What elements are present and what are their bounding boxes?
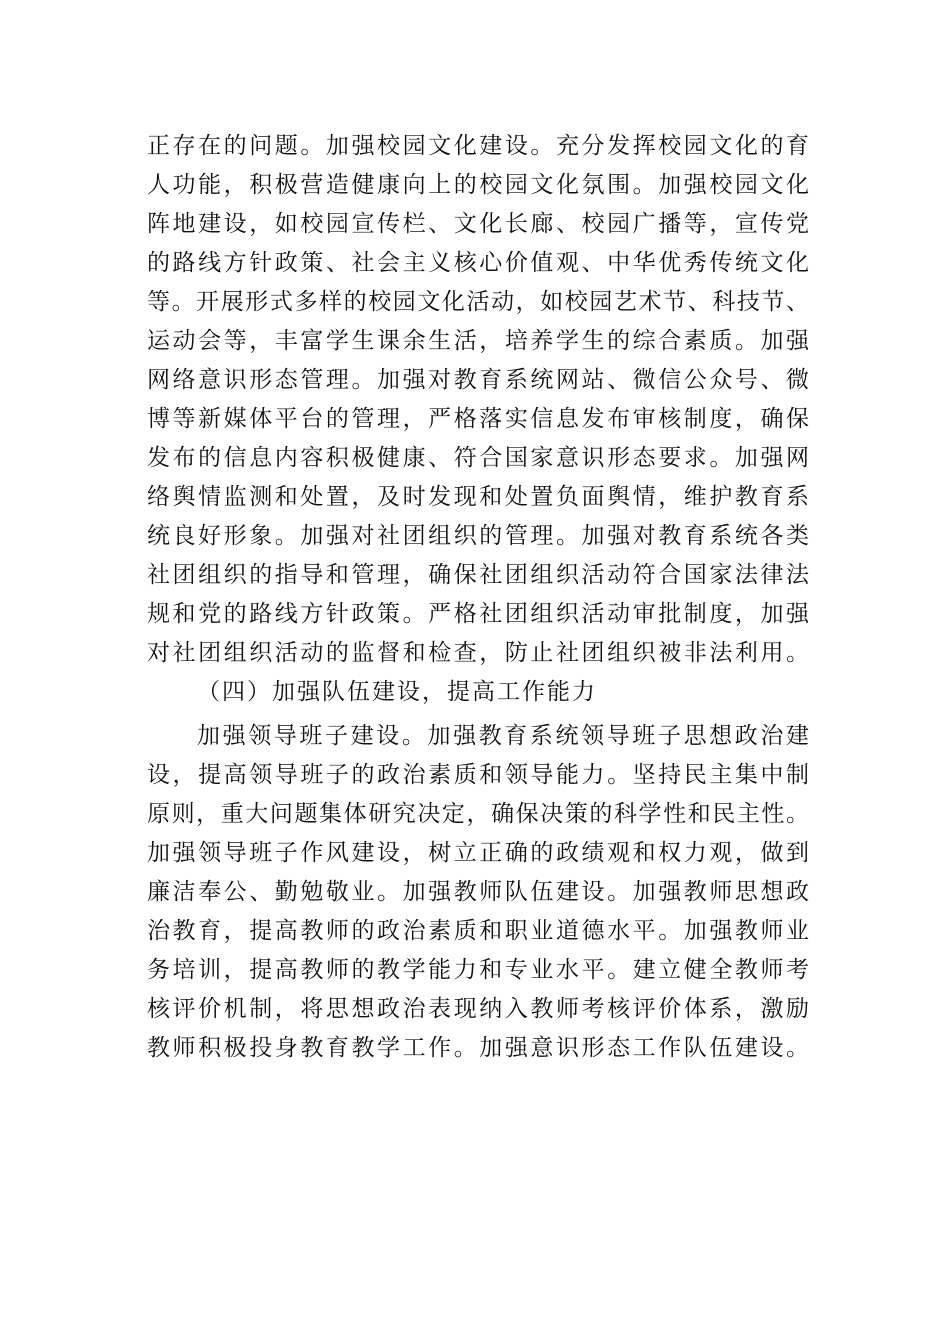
text-line: 加强领导班子作风建设，树立正确的政绩观和权力观，做到 bbox=[147, 840, 809, 866]
text-line: 廉洁奉公、勤勉敬业。加强教师队伍建设。加强教师思想政 bbox=[147, 879, 809, 905]
text-line: 核评价机制，将思想政治表现纳入教师考核评价体系，激励 bbox=[147, 996, 809, 1022]
text-line: 教师积极投身教育教学工作。加强意识形态工作队伍建设。 bbox=[147, 1035, 809, 1061]
text-line: 网络意识形态管理。加强对教育系统网站、微信公众号、微 bbox=[147, 367, 809, 393]
text-line: 设，提高领导班子的政治素质和领导能力。坚持民主集中制 bbox=[147, 762, 809, 788]
text-line: 的路线方针政策、社会主义核心价值观、中华优秀传统文化 bbox=[147, 250, 809, 276]
text-line: 阵地建设，如校园宣传栏、文化长廊、校园广播等，宣传党 bbox=[147, 211, 809, 237]
text-line: 发布的信息内容积极健康、符合国家意识形态要求。加强网 bbox=[147, 445, 809, 471]
paragraph-campus-culture bbox=[147, 127, 809, 673]
text-line: 运动会等，丰富学生课余生活，培养学生的综合素质。加强 bbox=[147, 328, 809, 354]
text-line: 统良好形象。加强对社团组织的管理。加强对教育系统各类 bbox=[147, 523, 809, 549]
text-line: 人功能，积极营造健康向上的校园文化氛围。加强校园文化 bbox=[147, 172, 809, 198]
text-line: 社团组织的指导和管理，确保社团组织活动符合国家法律法 bbox=[147, 562, 809, 588]
text-line: 加强领导班子建设。加强教育系统领导班子思想政治建 bbox=[197, 723, 809, 749]
document-page bbox=[147, 127, 809, 1068]
text-line: 对社团组织活动的监督和检查，防止社团组织被非法利用。 bbox=[147, 640, 809, 666]
text-line: 规和党的路线方针政策。严格社团组织活动审批制度，加强 bbox=[147, 601, 809, 627]
text-line: 原则，重大问题集体研究决定，确保决策的科学性和民主性。 bbox=[147, 801, 809, 827]
text-line: 务培训，提高教师的教学能力和专业水平。建立健全教师考 bbox=[147, 957, 809, 983]
text-line: 等。开展形式多样的校园文化活动，如校园艺术节、科技节、 bbox=[147, 289, 809, 315]
text-line: 络舆情监测和处置，及时发现和处置负面舆情，维护教育系 bbox=[147, 484, 809, 510]
text-line: 治教育，提高教师的政治素质和职业道德水平。加强教师业 bbox=[147, 918, 809, 944]
text-line: 博等新媒体平台的管理，严格落实信息发布审核制度，确保 bbox=[147, 406, 809, 432]
text-line: 正存在的问题。加强校园文化建设。充分发挥校园文化的育 bbox=[147, 133, 809, 159]
paragraph-team-building bbox=[147, 717, 809, 1068]
section-heading: （四）加强队伍建设，提高工作能力 bbox=[197, 679, 597, 705]
